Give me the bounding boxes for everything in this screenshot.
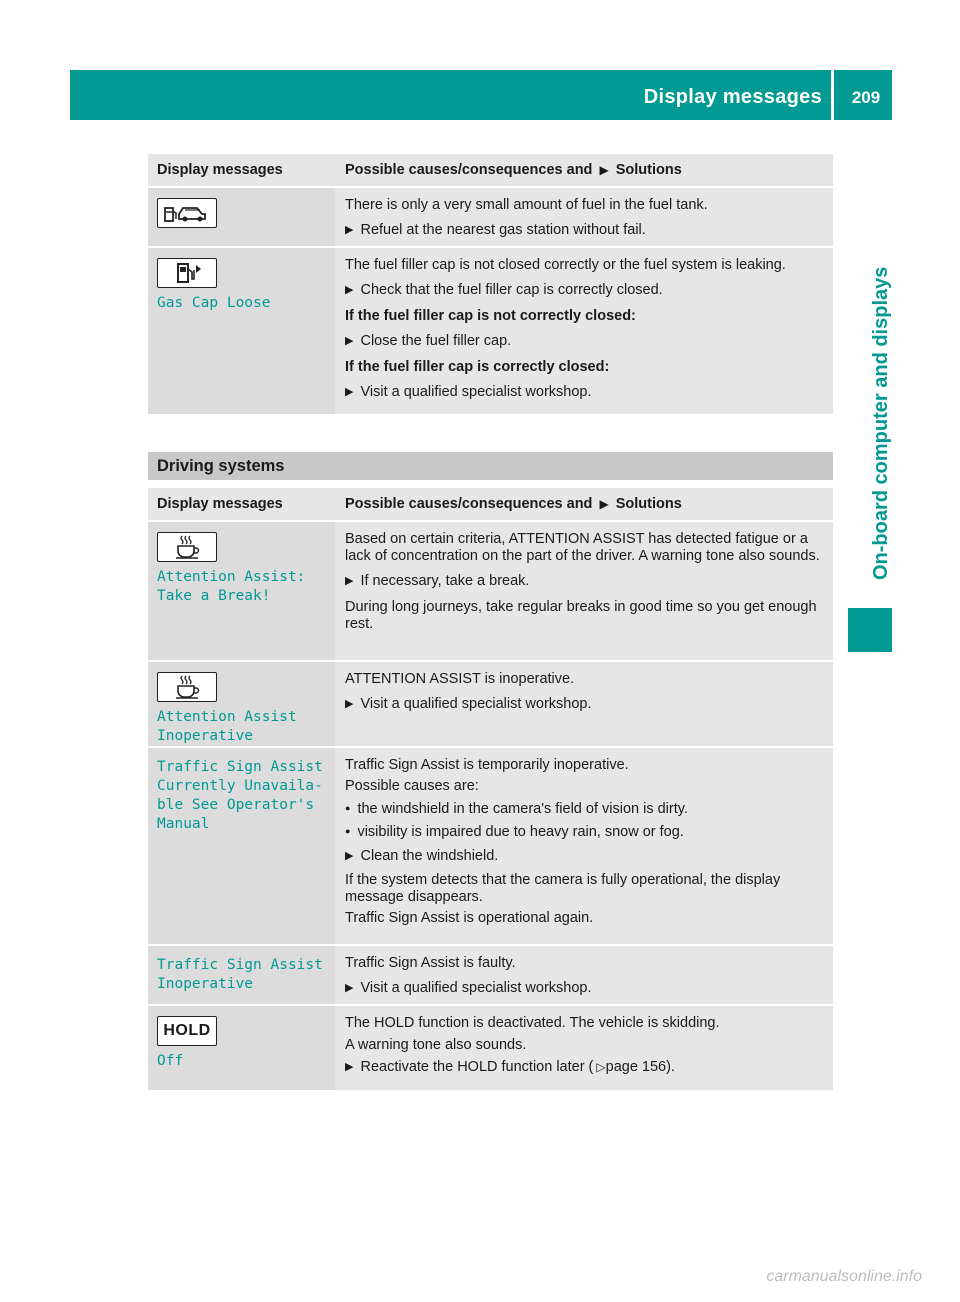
page-title: Display messages	[643, 86, 822, 108]
column-header-causes	[335, 496, 833, 512]
solution-step: ▶ If necessary, take a break.	[345, 573, 827, 591]
display-message: Attention Assist Inoperative	[157, 709, 297, 744]
cause-text: The fuel filler cap is not closed correctly or the fuel system is leaking.	[345, 257, 786, 273]
display-message: Traffic Sign Assist Currently Unavaila‐ ble See Operator's Manual	[157, 759, 323, 832]
watermark: carmanualsonline.info	[766, 1268, 922, 1285]
display-message: Gas Cap Loose	[157, 295, 271, 311]
solution-step	[345, 1059, 827, 1077]
cause-text: The HOLD function is deactivated. The vehicle is skidding.	[345, 1015, 720, 1031]
solution-step: ▶ Visit a qualified specialist workshop.	[345, 384, 827, 402]
table-row	[148, 520, 833, 660]
column-header-solutions: Solutions	[615, 162, 682, 178]
display-message: Traffic Sign Assist Inoperative	[157, 957, 323, 992]
cause-text: If the system detects that the camera is fully operational, the display message disappears.	[345, 872, 781, 905]
chapter-marker	[848, 608, 892, 652]
table-row	[148, 186, 833, 246]
solution-step: ▶ Close the fuel filler cap.	[345, 333, 827, 351]
cause-bullet: ● visibility is impaired due to heavy rain, snow or fog.	[345, 824, 827, 842]
column-header-messages: Display messages	[157, 162, 283, 178]
solution-step: ▶ Visit a qualified specialist workshop.	[345, 696, 827, 714]
coffee-cup-icon	[157, 532, 217, 562]
arrow-icon: ▶	[599, 497, 609, 511]
display-message: Attention Assist: Take a Break!	[157, 569, 306, 604]
cause-text: Traffic Sign Assist is operational again.	[345, 910, 594, 926]
display-messages-table-driving	[148, 488, 833, 1090]
display-messages-table-fuel	[148, 154, 833, 414]
cause-text: During long journeys, take regular breaks in good time so you get enough rest.	[345, 599, 817, 632]
table-header	[148, 488, 833, 520]
hold-icon-label: HOLD	[163, 1022, 211, 1039]
cause-text: Traffic Sign Assist is faulty.	[345, 955, 516, 971]
solution-step-text: Reactivate the HOLD function later (	[360, 1059, 594, 1075]
condition-heading: If the fuel filler cap is not correctly closed:	[345, 308, 636, 324]
solution-step: ▶ Refuel at the nearest gas station without fail.	[345, 222, 827, 240]
condition-heading: If the fuel filler cap is correctly closed:	[345, 359, 610, 375]
page-reference-link[interactable]: page 156).	[605, 1059, 675, 1075]
column-header-causes	[335, 162, 833, 178]
cause-text: ATTENTION ASSIST is inoperative.	[345, 671, 575, 687]
fuel-pump-cap-icon	[157, 258, 217, 288]
solution-step: ▶ Clean the windshield.	[345, 848, 827, 866]
hold-icon	[157, 1016, 217, 1046]
column-header-messages: Display messages	[157, 496, 283, 512]
table-row	[148, 1004, 833, 1090]
table-row	[148, 944, 833, 1004]
column-header-causes-text: Possible causes/consequences and	[345, 496, 593, 512]
table-row	[148, 246, 833, 414]
solution-step: ▶ Visit a qualified specialist workshop.	[345, 980, 827, 998]
cause-text: Based on certain criteria, ATTENTION ASSIST has detected fatigue or a lack of concentration on the part of the driver. A warning tone also sounds.	[345, 531, 820, 564]
cause-text: Traffic Sign Assist is temporarily inoperative.	[345, 757, 629, 773]
page-number: 209	[851, 88, 881, 107]
cause-text: Possible causes are:	[345, 778, 479, 794]
header-separator	[831, 70, 834, 120]
cause-text: There is only a very small amount of fuel in the fuel tank.	[345, 197, 708, 213]
table-row	[148, 660, 833, 746]
column-header-solutions: Solutions	[615, 496, 682, 512]
fuel-reserve-car-icon	[157, 198, 217, 228]
solution-step: ▶ Check that the fuel filler cap is correctly closed.	[345, 282, 827, 300]
coffee-cup-icon	[157, 672, 217, 702]
cause-text: A warning tone also sounds.	[345, 1037, 527, 1053]
display-message: Off	[157, 1053, 184, 1069]
table-header	[148, 154, 833, 186]
cause-bullet: ● the windshield in the camera's field of vision is dirty.	[345, 801, 827, 819]
arrow-icon: ▶	[599, 163, 609, 177]
page-reference-icon: ▷	[596, 1060, 606, 1074]
column-header-causes-text: Possible causes/consequences and	[345, 162, 593, 178]
chapter-side-label: On-board computer and displays	[870, 266, 892, 580]
section-heading: Driving systems	[148, 452, 833, 480]
table-row	[148, 746, 833, 944]
